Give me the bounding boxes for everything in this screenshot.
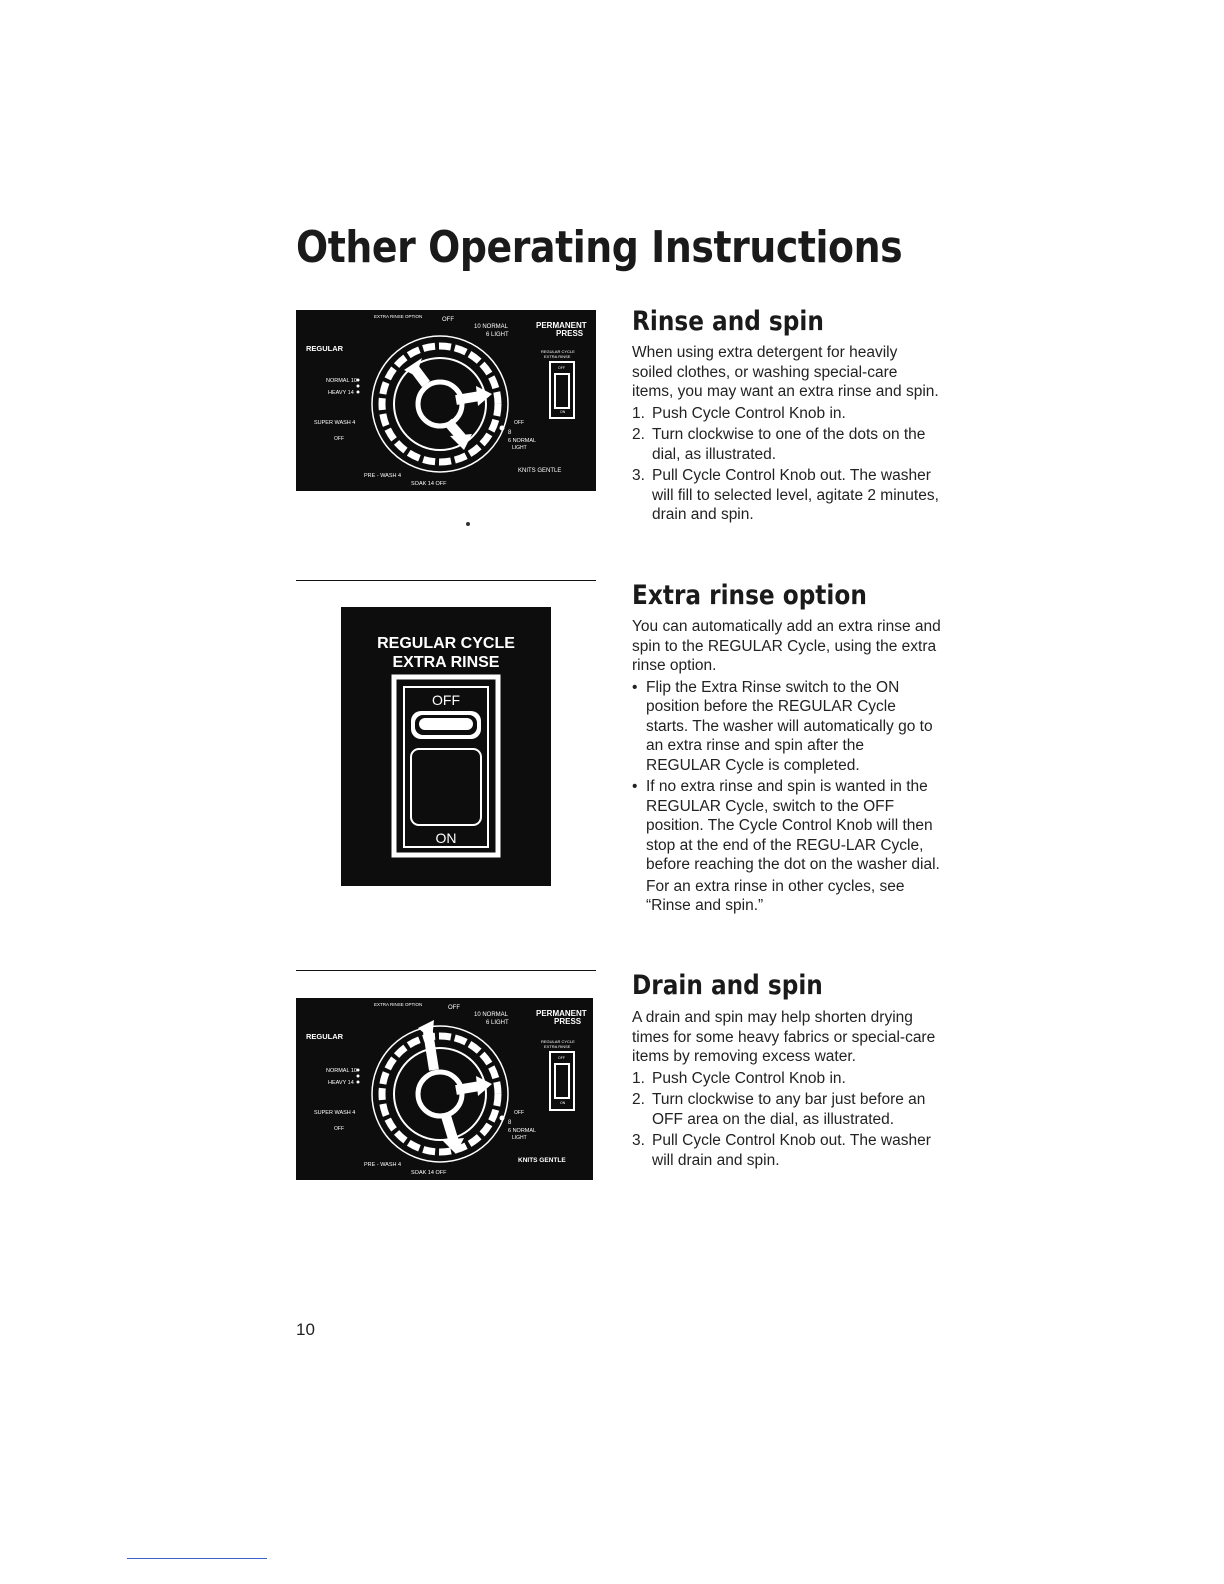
switch-off-label: OFF (432, 692, 460, 708)
dial-label: 8 (508, 1120, 512, 1126)
drain-spin-intro: A drain and spin may help shorten drying times for some heavy fabrics or special-care items by removing excess water. (632, 1009, 936, 1065)
section-title-drain-spin: Drain and spin (632, 970, 823, 1001)
list-item: 2. Turn clockwise to any bar just before an OFF area on the dial, as illustrated. (632, 1091, 926, 1128)
stray-dot (466, 522, 470, 526)
dial-label: SOAK 14 OFF (411, 481, 447, 487)
dial-label: SOAK 14 OFF (411, 1170, 447, 1176)
list-item: • Flip the Extra Rinse switch to the ON position before the REGULAR Cycle starts. The washer will automatically go to an extra rinse and spin after the REGULAR Cycle is completed. (632, 678, 933, 774)
dial-label: PERMANENT (536, 321, 587, 330)
dial-label: 8 (508, 430, 512, 436)
divider (296, 970, 596, 971)
dial-label: EXTRA RINSE OPTION (374, 1002, 423, 1007)
dial-label: OFF (514, 1110, 524, 1116)
dial-label: PRESS (556, 329, 584, 338)
dial-label: OFF (514, 420, 524, 426)
dial-label: OFF (558, 366, 565, 370)
dial-label: OFF (558, 1056, 565, 1060)
drain-spin-steps (632, 1069, 942, 1171)
drain-spin-text (632, 1008, 942, 1170)
rinse-spin-intro: When using extra detergent for heavily soiled clothes, or washing special-care items, you may want an extra rinse and spin. (632, 344, 939, 400)
list-item: 1. Push Cycle Control Knob in. (632, 404, 846, 422)
dial-label: SUPER WASH 4 (314, 1110, 356, 1116)
dial-label: KNITS GENTLE (518, 468, 562, 474)
dial-label: OFF (442, 317, 454, 323)
dial-label: NORMAL 10 (326, 378, 357, 384)
dial-label: 6 LIGHT (486, 1020, 509, 1026)
switch-on-label: ON (435, 830, 457, 846)
dial-label: PRESS (554, 1017, 582, 1026)
dial-label: REGULAR CYCLE (541, 349, 575, 354)
list-item: • If no extra rinse and spin is wanted in the REGULAR Cycle, switch to the OFF position. The Cycle Control Knob will then stop at the end of the REGU-LAR Cycle, before reaching the dot on the washer dial. (632, 778, 940, 873)
list-item: 2. Turn clockwise to one of the dots on the dial, as illustrated. (632, 426, 926, 463)
dial-label: SUPER WASH 4 (314, 420, 356, 426)
dial-label: 6 NORMAL (508, 1128, 537, 1134)
dial-label: ON (560, 410, 566, 414)
section-title-rinse-spin: Rinse and spin (632, 306, 824, 337)
switch-heading: EXTRA RINSE (392, 654, 500, 671)
dial-label: NORMAL 10 (326, 1068, 357, 1074)
dial-label: LIGHT (512, 445, 527, 451)
dial-label: OFF (334, 436, 344, 442)
page-number: 10 (296, 1320, 315, 1339)
list-item: 3. Pull Cycle Control Knob out. The washer will drain and spin. (632, 1132, 931, 1169)
dial-label: REGULAR (306, 344, 344, 353)
dial-label: PRE - WASH 4 (364, 1162, 402, 1168)
dial-label: EXTRA RINSE (544, 1044, 571, 1049)
dial-label: ON (560, 1101, 566, 1105)
dial-label: 10 NORMAL (474, 324, 509, 330)
extra-rinse-text (632, 617, 942, 916)
dial-illustration-rinse (296, 310, 596, 491)
list-item: 1. Push Cycle Control Knob in. (632, 1069, 846, 1087)
section-title-extra-rinse: Extra rinse option (632, 580, 867, 611)
footer-line (127, 1558, 267, 1559)
divider (296, 580, 596, 581)
dial-label: HEAVY 14 (328, 390, 354, 396)
dial-label: 6 LIGHT (486, 332, 509, 338)
page-title: Other Operating Instructions (296, 222, 903, 273)
extra-rinse-note: For an extra rinse in other cycles, see “Rinse and spin.” (646, 877, 905, 914)
list-item: 3. Pull Cycle Control Knob out. The washer will fill to selected level, agitate 2 minutes, drain and spin. (632, 467, 939, 523)
dial-label: REGULAR CYCLE (541, 1039, 575, 1044)
extra-rinse-switch-illustration (341, 607, 551, 886)
dial-label: 6 NORMAL (508, 438, 537, 444)
dial-label: OFF (448, 1005, 460, 1011)
dial-label: KNITS GENTLE (518, 1157, 566, 1164)
rinse-spin-steps (632, 404, 942, 525)
rinse-spin-text (632, 343, 942, 525)
extra-rinse-intro: You can automatically add an extra rinse and spin to the REGULAR Cycle, using the extra rinse option. (632, 618, 941, 674)
dial-label: 10 NORMAL (474, 1012, 509, 1018)
dial-label: EXTRA RINSE (544, 354, 571, 359)
dial-illustration-drain (296, 998, 593, 1180)
dial-label: HEAVY 14 (328, 1080, 354, 1086)
extra-rinse-bullets (632, 678, 942, 875)
dial-label: REGULAR (306, 1032, 344, 1041)
dial-label: LIGHT (512, 1135, 527, 1141)
dial-label: PRE - WASH 4 (364, 473, 402, 479)
dial-label: EXTRA RINSE OPTION (374, 314, 423, 319)
dial-label: PERMANENT (536, 1009, 587, 1018)
dial-label: OFF (334, 1126, 344, 1132)
switch-heading: REGULAR CYCLE (377, 635, 515, 652)
